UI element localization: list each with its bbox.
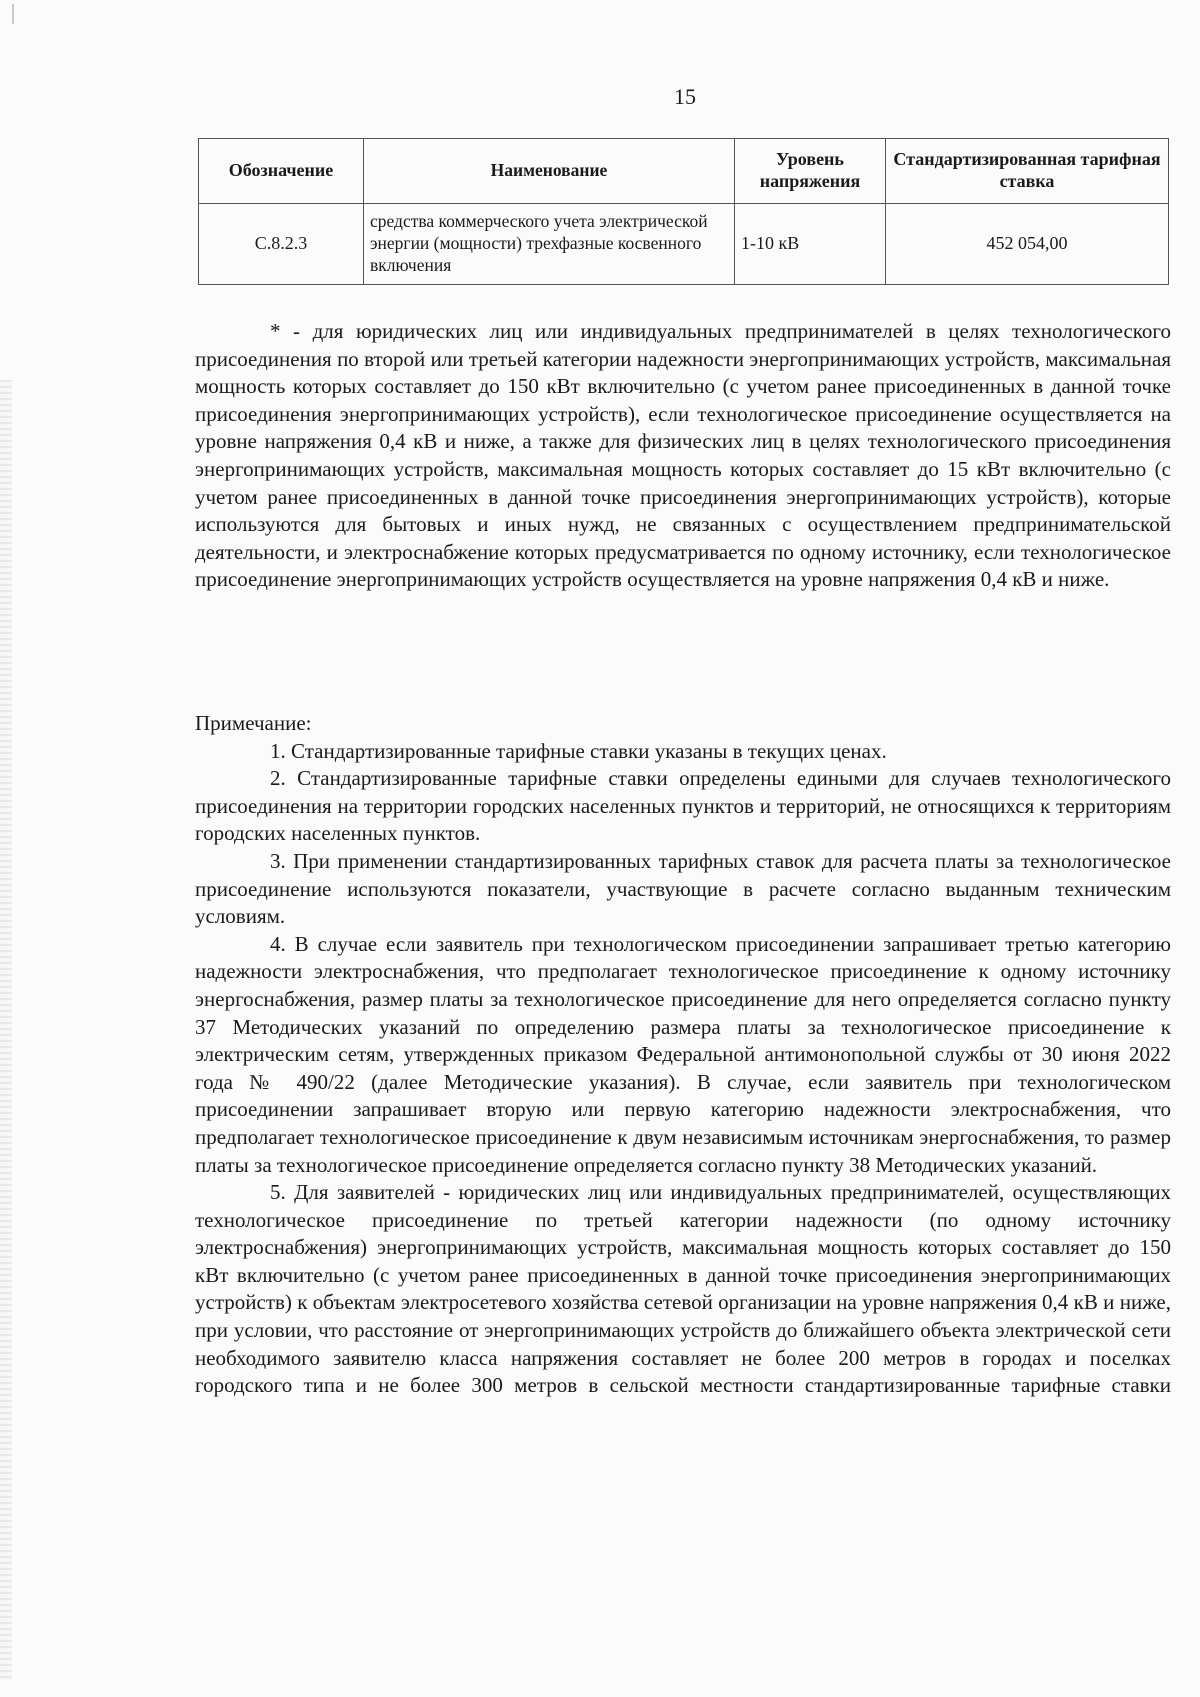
table-row <box>199 204 1169 285</box>
note-item-2: 2. Стандартизированные тарифные ставки определены едиными для случаев технологического присоединения на территории городских населенных пунктов и территорий, не относящихся к территориям городских населенных пунктов. <box>195 766 1171 846</box>
note-item-1: 1. Стандартизированные тарифные ставки указаны в текущих ценах. <box>270 738 887 763</box>
cell-rate: 452 054,00 <box>886 204 1169 285</box>
tariff-table <box>198 138 1169 285</box>
note-item-5: 5. Для заявителей - юридических лиц или индивидуальных предпринимателей, осуществляющих технологическое присоединение по третьей категории надежности (по одному источнику электроснабжения) энергопринимающих устройств, максимальная мощность которых составляет до 150 кВт включительно (с учетом ранее присоединенных в данной точке присоединения энергопринимающих устройств) к объектам электросетевого хозяйства сетевой организации на уровне напряжения 0,4 кВ и ниже, при условии, что расстояние от энергопринимающих устройств до ближайшего объекта электрической сети необходимого заявителю класса напряжения составляет не более 200 метров в городах и поселках городского типа и не более 300 метров в сельской местности стандартизированные тарифные ставки <box>195 1180 1171 1398</box>
notes-heading: Примечание: <box>195 711 312 735</box>
header-voltage: Уровень напряжения <box>735 139 886 204</box>
header-name: Наименование <box>364 139 735 204</box>
cell-code: С.8.2.3 <box>199 204 364 285</box>
scan-artifact <box>12 4 14 24</box>
table-header-row <box>199 139 1169 204</box>
scan-edge-artifact <box>0 380 12 1680</box>
note-item-4: 4. В случае если заявитель при технологическом присоединении запрашивает третью категорию надежности электроснабжения, что предполагает технологическое присоединение к одному источнику энергоснабжения, размер платы за технологическое присоединение для него определяется согласно пункту 37 Методических указаний по определению размера платы за технологическое присоединение к электрическим сетям, утвержденных приказом Федеральной антимонопольной службы от 30 июня 2022 года № 490/22 (далее Методические указания). В случае, если заявитель при технологическом присоединении запрашивает вторую или первую категорию надежности электроснабжения, что предполагает технологическое присоединение к двум независимым источникам энергоснабжения, то размер платы за технологическое присоединение определяется согласно пункту 38 Методических указаний. <box>195 931 1171 1177</box>
cell-voltage: 1-10 кВ <box>735 204 886 285</box>
note-item-3: 3. При применении стандартизированных тарифных ставок для расчета платы за технологическое присоединение используются показатели, участвующие в расчете согласно выданным техническим условиям. <box>195 848 1171 929</box>
page-number: 15 <box>674 84 696 109</box>
notes-block <box>195 710 1171 1400</box>
header-rate: Стандартизированная тарифная ставка <box>886 139 1169 204</box>
header-code: Обозначение <box>199 139 364 204</box>
footnote-text: * - для юридических лиц или индивидуальных предпринимателей в целях технологического присоединения по второй или третьей категории надежности энергопринимающих устройств, максимальная мощность которых составляет до 150 кВт включительно (с учетом ранее присоединенных в данной точке присоединения энергопринимающих устройств), если технологическое присоединение осуществляется на уровне напряжения 0,4 кВ и ниже, а также для физических лиц в целях технологического присоединения энергопринимающих устройств, максимальная мощность которых составляет до 15 кВт включительно (с учетом ранее присоединенных в данной точке присоединения энергопринимающих устройств), которые используются для бытовых и иных нужд, не связанных с осуществлением предпринимательской деятельности, и электроснабжение которых предусматривается по одному источнику, если технологическое присоединение энергопринимающих устройств осуществляется на уровне напряжения 0,4 кВ и ниже. <box>195 319 1171 592</box>
cell-name: средства коммерческого учета электрической энергии (мощности) трехфазные косвенного включения <box>364 204 735 285</box>
footnote-block <box>195 318 1171 594</box>
